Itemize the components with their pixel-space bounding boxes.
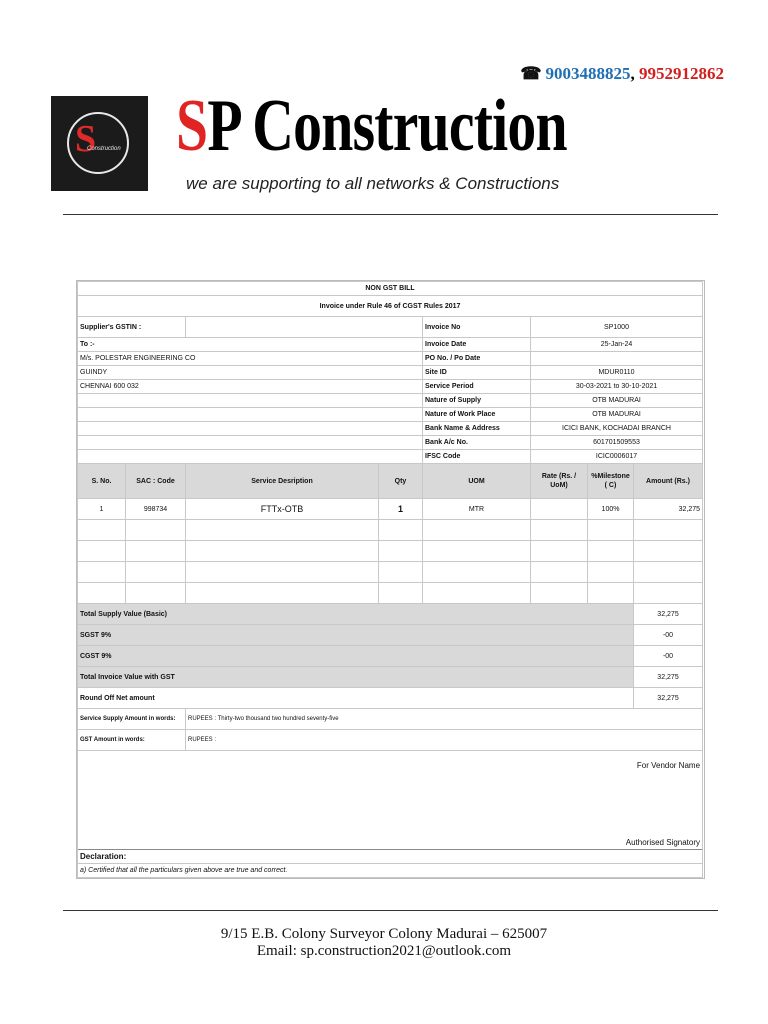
field-label-nature-supply: Nature of Supply [423,394,531,408]
words-label-gst: GST Amount in words: [78,730,186,751]
field-value-work-place: OTB MADURAI [531,408,703,422]
item-sac: 998734 [126,499,186,520]
declaration-label: Declaration: [78,850,703,864]
company-name [176,84,567,168]
vendor-name-label: For Vendor Name [636,761,701,770]
words-label-service: Service Supply Amount in words: [78,709,186,730]
field-value-service-period: 30-03-2021 to 30-10-2021 [531,380,703,394]
invoice-subtitle: Invoice under Rule 46 of CGST Rules 2017 [78,296,703,317]
field-value-site-id: MDUR0110 [531,366,703,380]
total-value-invoice: 32,275 [634,667,703,688]
item-uom: MTR [423,499,531,520]
total-value-roundoff: 32,275 [634,688,703,709]
field-label-ifsc: IFSC Code [423,450,531,464]
item-amount: 32,275 [634,499,703,520]
phone-number-1[interactable]: 9003488825 [545,64,631,83]
total-value-cgst: -00 [634,646,703,667]
table-row [78,499,703,520]
logo-letter: S [75,118,97,160]
company-logo [51,96,148,191]
col-header-qty: Qty [379,464,423,499]
footer-address: 9/15 E.B. Colony Surveyor Colony Madurai – 625007 [220,926,548,942]
col-header-milestone: %Milestone ( C) [588,464,634,499]
table-row [78,541,703,562]
to-blank [78,436,423,450]
supplier-gstin-label: Supplier's GSTIN : [78,317,186,338]
total-value-supply: 32,275 [634,604,703,625]
words-value-gst: RUPEES : [186,730,703,751]
table-row [78,562,703,583]
to-label: To :- [78,338,423,352]
field-value-account: 601701509553 [531,436,703,450]
table-row [78,520,703,541]
footer-divider [63,910,718,911]
total-label-roundoff: Round Off Net amount [78,688,634,709]
company-name-initial: S [176,85,208,167]
to-line-area: GUINDY [78,366,423,380]
field-value-nature-supply: OTB MADURAI [531,394,703,408]
field-value-invoice-date: 25-Jan-24 [531,338,703,352]
telephone-icon: ☎ [520,64,542,83]
phone-number-2[interactable]: 9952912862 [639,64,724,83]
phone-separator: , [630,64,639,83]
table-row [78,583,703,604]
total-label-cgst: CGST 9% [78,646,634,667]
header-divider [63,214,718,215]
total-label-sgst: SGST 9% [78,625,634,646]
invoice-title: NON GST BILL [78,282,703,296]
item-milestone: 100% [588,499,634,520]
item-rate [531,499,588,520]
col-header-rate: Rate (Rs. / UoM) [531,464,588,499]
col-header-uom: UOM [423,464,531,499]
total-value-sgst: -00 [634,625,703,646]
col-header-amount: Amount (Rs.) [634,464,703,499]
item-sno: 1 [78,499,126,520]
to-blank [78,408,423,422]
col-header-description: Service Desription [186,464,379,499]
declaration-text: a) Certified that all the particulars given above are true and correct. [78,864,703,878]
vendor-signature-area [78,751,703,850]
field-label-invoice-date: Invoice Date [423,338,531,352]
field-label-site-id: Site ID [423,366,531,380]
total-label-supply: Total Supply Value (Basic) [78,604,634,625]
field-value-invoice-no: SP1000 [531,317,703,338]
field-value-ifsc: ICIC0006017 [531,450,703,464]
to-line-company: M/s. POLESTAR ENGINEERING CO [78,352,423,366]
to-blank [78,450,423,464]
to-blank [78,394,423,408]
supplier-gstin-value [186,317,423,338]
field-label-account: Bank A/c No. [423,436,531,450]
total-label-invoice: Total Invoice Value with GST [78,667,634,688]
field-label-po: PO No. / Po Date [423,352,531,366]
col-header-sac: SAC : Code [126,464,186,499]
company-tagline: we are supporting to all networks & Constructions [186,174,560,193]
logo-wordmark: Construction [87,146,121,152]
phone-numbers [520,64,724,84]
words-value-service: RUPEES : Thirty-two thousand two hundred seventy-five [186,709,703,730]
invoice-table [77,281,703,878]
footer-contact [0,926,768,960]
footer-email[interactable]: Email: sp.construction2021@outlook.com [256,943,512,959]
field-label-work-place: Nature of Work Place [423,408,531,422]
invoice-sheet [76,280,705,879]
field-value-po [531,352,703,366]
col-header-sno: S. No. [78,464,126,499]
field-label-invoice-no: Invoice No [423,317,531,338]
field-value-bank: ICICI BANK, KOCHADAI BRANCH [531,422,703,436]
authorised-signatory-label: Authorised Signatory [625,838,701,847]
to-blank [78,422,423,436]
to-line-city: CHENNAI 600 032 [78,380,423,394]
item-qty: 1 [379,499,423,520]
item-description: FTTx-OTB [186,499,379,520]
field-label-service-period: Service Period [423,380,531,394]
field-label-bank: Bank Name & Address [423,422,531,436]
company-name-rest: P Construction [207,85,567,167]
